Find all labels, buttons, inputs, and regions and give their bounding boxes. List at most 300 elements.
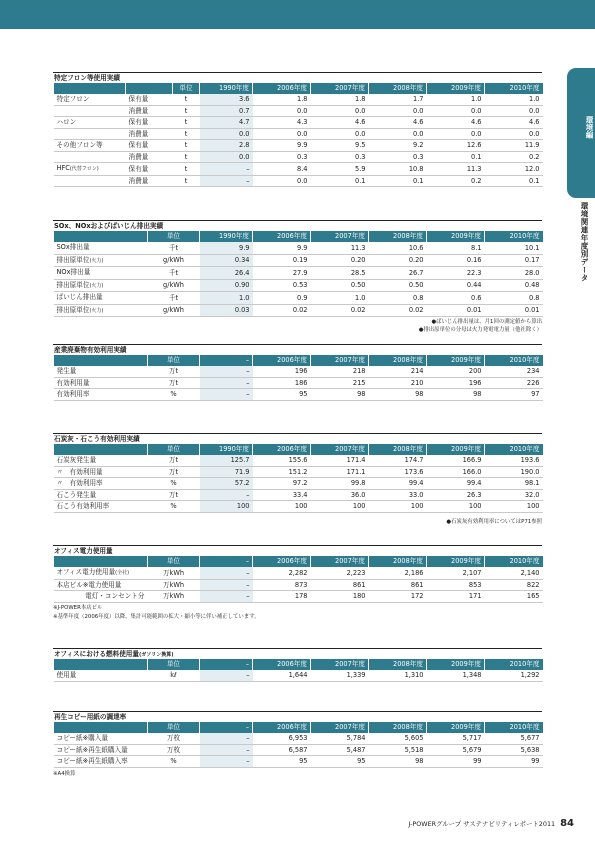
office-power-title: オフィス電力使用量	[53, 545, 542, 556]
table-cell: 保有量	[126, 140, 173, 152]
table-cell: 22.3	[427, 267, 485, 280]
table-cell	[54, 128, 126, 140]
table-cell: 有効利用率	[54, 389, 148, 401]
table-cell: 97	[485, 389, 543, 401]
table-cell: 0.3	[253, 151, 311, 163]
table-cell: 226	[485, 377, 543, 389]
column-header: 2007年度	[311, 355, 369, 366]
footer-report-title: J-POWERグループ サステナビリティレポート2011	[408, 820, 556, 828]
row-label	[54, 567, 148, 579]
table-cell: 0.0	[253, 175, 311, 187]
column-header: 2010年度	[485, 659, 543, 670]
row-label	[54, 591, 148, 603]
table-cell: 33.0	[369, 489, 427, 501]
table-cell: 0.50	[311, 279, 369, 292]
table-cell: 0.0	[311, 105, 369, 117]
column-header: 2009年度	[427, 556, 485, 567]
column-header: 2010年度	[485, 231, 543, 242]
table-cell: 0.0	[369, 105, 427, 117]
table-cell: 200	[427, 366, 485, 377]
top-banner	[0, 0, 595, 29]
table-cell: 石こう発生量	[54, 489, 148, 501]
fuel-title-suffix: (ガソリン換算)	[139, 652, 174, 658]
row-label	[54, 267, 148, 280]
column-header: 2006年度	[253, 83, 311, 94]
column-header: 2009年度	[427, 722, 485, 733]
table-cell: 1.0	[427, 94, 485, 105]
column-header: –	[200, 556, 253, 567]
column-header: 2008年度	[369, 722, 427, 733]
table-cell: 5,605	[369, 733, 427, 744]
table-cell: %	[148, 478, 200, 490]
row-label-note: (全社)	[115, 570, 130, 576]
table-cell: 10.6	[369, 242, 427, 254]
table-row	[54, 117, 543, 129]
table-cell: 71.9	[200, 466, 253, 478]
table-row	[54, 670, 543, 681]
table-cell: 100	[369, 501, 427, 513]
table-cell: 99	[485, 756, 543, 768]
table-cell: 〃 有効利用量	[54, 466, 148, 478]
table-cell: 5,717	[427, 733, 485, 744]
office-power-body	[54, 567, 543, 602]
table-cell: 99	[427, 756, 485, 768]
table-cell: ハロン	[54, 117, 126, 129]
column-header: 単位	[148, 231, 200, 242]
table-cell: 196	[253, 366, 311, 377]
table-cell: 5,638	[485, 744, 543, 756]
table-cell: 0.01	[485, 304, 543, 317]
table-cell: コピー紙※購入量	[54, 733, 148, 744]
table-cell: 3.6	[200, 94, 253, 105]
fuel-body	[54, 670, 543, 681]
table-cell: 保有量	[126, 94, 173, 105]
table-row	[54, 389, 543, 401]
table-cell: 0.16	[427, 254, 485, 267]
column-header: 2007年度	[311, 659, 369, 670]
table-cell: 発生量	[54, 366, 148, 377]
column-header: –	[200, 722, 253, 733]
column-header: 2010年度	[485, 722, 543, 733]
table-cell: 消費量	[126, 128, 173, 140]
waste-header-row	[54, 355, 543, 366]
paper-table	[53, 722, 543, 768]
table-cell: 万t	[148, 377, 200, 389]
table-cell: 0.50	[369, 279, 427, 292]
column-header: 2009年度	[427, 444, 485, 455]
table-cell: 822	[485, 579, 543, 591]
section-tab-environment[interactable]	[567, 68, 595, 198]
table-cell: t	[173, 117, 200, 129]
table-cell: 5,487	[311, 744, 369, 756]
ash-header-row	[54, 444, 543, 455]
table-cell: 石こう有効利用率	[54, 501, 148, 513]
table-cell: 97.2	[253, 478, 311, 490]
fuel-title	[53, 648, 542, 659]
table-cell: 10.8	[369, 163, 427, 176]
table-cell: 36.0	[311, 489, 369, 501]
freon-title: 特定フロン等使用実績	[53, 72, 542, 83]
table-cell: 4.6	[485, 117, 543, 129]
table-cell: 99.4	[427, 478, 485, 490]
table-cell: 万t	[148, 366, 200, 377]
ash-title: 石炭灰・石こう有効利用実績	[53, 433, 542, 444]
row-label	[54, 279, 148, 292]
table-cell: 26.4	[200, 267, 253, 280]
column-header: 2007年度	[311, 83, 369, 94]
table-cell: 193.6	[485, 455, 543, 466]
table-cell: –	[200, 579, 253, 591]
table-cell: 10.1	[485, 242, 543, 254]
table-cell: 8.4	[253, 163, 311, 176]
table-cell: 万枚	[148, 733, 200, 744]
table-row	[54, 478, 543, 490]
table-cell: 消費量	[126, 105, 173, 117]
table-cell: 0.20	[369, 254, 427, 267]
table-cell: 873	[253, 579, 311, 591]
column-header: 1990年度	[200, 231, 253, 242]
table-cell: 0.3	[369, 151, 427, 163]
ash-body	[54, 455, 543, 512]
table-row	[54, 591, 543, 603]
column-header	[54, 83, 126, 94]
row-label-note: 電灯・コンセント分	[85, 592, 145, 600]
fuel-header-row	[54, 659, 543, 670]
table-cell: 174.7	[369, 455, 427, 466]
table-cell: 0.44	[427, 279, 485, 292]
table-cell: 861	[369, 579, 427, 591]
table-cell: 9.2	[369, 140, 427, 152]
table-cell: 0.2	[427, 175, 485, 187]
paper-section	[53, 711, 542, 768]
table-cell: 万kWh	[148, 579, 200, 591]
table-cell: 0.8	[369, 292, 427, 305]
office-power-header-row	[54, 556, 543, 567]
column-header	[54, 231, 148, 242]
column-header	[54, 355, 148, 366]
table-cell: 180	[311, 591, 369, 603]
table-cell: 保有量	[126, 117, 173, 129]
table-row	[54, 304, 543, 317]
column-header: 2007年度	[311, 722, 369, 733]
table-cell: 千t	[148, 292, 200, 305]
table-row	[54, 151, 543, 163]
table-cell: 12.0	[485, 163, 543, 176]
column-header: 2008年度	[369, 231, 427, 242]
table-cell: 0.0	[311, 128, 369, 140]
column-header: 1990年度	[200, 83, 253, 94]
column-header: –	[200, 355, 253, 366]
table-cell: 0.6	[427, 292, 485, 305]
table-row	[54, 366, 543, 377]
table-cell: –	[200, 756, 253, 768]
table-cell: 5,679	[427, 744, 485, 756]
table-row	[54, 279, 543, 292]
table-cell: 0.1	[311, 175, 369, 187]
row-label-note: (火力)	[89, 282, 104, 289]
row-label	[54, 579, 148, 591]
table-cell: t	[173, 175, 200, 187]
page-footer	[408, 818, 574, 829]
sox-section	[53, 220, 542, 317]
table-cell: –	[200, 567, 253, 579]
table-cell: 0.0	[253, 128, 311, 140]
table-row	[54, 254, 543, 267]
sox-body	[54, 242, 543, 317]
table-row	[54, 292, 543, 305]
table-cell: 石炭灰発生量	[54, 455, 148, 466]
column-header: 2009年度	[427, 659, 485, 670]
column-header: 2007年度	[311, 231, 369, 242]
row-label-text: 排出原単位	[56, 255, 90, 264]
table-cell: –	[200, 733, 253, 744]
table-cell: 100	[427, 501, 485, 513]
table-row	[54, 567, 543, 579]
table-cell	[54, 163, 126, 176]
table-cell	[54, 105, 126, 117]
table-cell: 1,310	[369, 670, 427, 681]
table-cell: t	[173, 151, 200, 163]
waste-section	[53, 344, 542, 401]
table-cell: g/kWh	[148, 304, 200, 317]
table-cell: 27.9	[253, 267, 311, 280]
table-cell: g/kWh	[148, 279, 200, 292]
table-cell: 172	[369, 591, 427, 603]
table-cell: 11.3	[427, 163, 485, 176]
column-header: 2007年度	[311, 444, 369, 455]
table-cell: –	[200, 163, 253, 176]
table-cell: 0.19	[253, 254, 311, 267]
table-cell: 98	[369, 756, 427, 768]
office-power-table	[53, 556, 543, 603]
table-cell: 26.3	[427, 489, 485, 501]
table-row	[54, 756, 543, 768]
table-cell: 12.6	[427, 140, 485, 152]
sox-note-1: ●ばいじん排出量は、月1回の測定値から算出	[431, 319, 542, 325]
table-cell: 100	[311, 501, 369, 513]
column-header: 2010年度	[485, 355, 543, 366]
column-header	[54, 659, 148, 670]
table-cell: 99.8	[311, 478, 369, 490]
table-cell: 234	[485, 366, 543, 377]
paper-header-row	[54, 722, 543, 733]
table-cell: 0.0	[485, 128, 543, 140]
paper-note: ※A4換算	[53, 771, 76, 777]
table-cell: 万t	[148, 489, 200, 501]
table-cell: 1,348	[427, 670, 485, 681]
freon-section	[53, 72, 542, 187]
table-cell: 1,292	[485, 670, 543, 681]
table-cell: コピー紙※再生紙購入量	[54, 744, 148, 756]
row-label-text: 本店ビル	[56, 580, 83, 589]
office-power-note-1: ※J-POWER本店ビル	[53, 605, 103, 611]
table-cell: t	[173, 128, 200, 140]
table-cell: 99.4	[369, 478, 427, 490]
column-header: 2008年度	[369, 659, 427, 670]
table-cell: 98.1	[485, 478, 543, 490]
table-cell: 196	[427, 377, 485, 389]
table-cell: 95	[311, 756, 369, 768]
table-cell: 0.9	[253, 292, 311, 305]
row-label-text: HFC	[56, 164, 70, 172]
table-cell: 95	[253, 756, 311, 768]
row-label-text: オフィス電力使用量	[56, 568, 116, 576]
ash-section	[53, 433, 542, 513]
table-cell: 9.5	[311, 140, 369, 152]
table-cell: 155.6	[253, 455, 311, 466]
table-cell: 210	[369, 377, 427, 389]
table-cell: –	[200, 377, 253, 389]
table-cell: 2.8	[200, 140, 253, 152]
table-cell: –	[200, 591, 253, 603]
column-header: 単位	[148, 722, 200, 733]
table-cell: 0.53	[253, 279, 311, 292]
column-header: 2009年度	[427, 83, 485, 94]
table-row	[54, 105, 543, 117]
table-cell: 190.0	[485, 466, 543, 478]
column-header: 2006年度	[253, 556, 311, 567]
column-header	[54, 556, 148, 567]
table-cell	[54, 175, 126, 187]
table-cell: –	[200, 389, 253, 401]
table-cell: 95	[253, 389, 311, 401]
table-row	[54, 455, 543, 466]
row-label	[54, 304, 148, 317]
table-cell: 0.1	[427, 151, 485, 163]
table-cell: 1.8	[253, 94, 311, 105]
table-cell: 171.1	[311, 466, 369, 478]
table-cell: 0.0	[485, 105, 543, 117]
column-header: 2008年度	[369, 355, 427, 366]
row-label-text: 排出原単位	[56, 280, 90, 289]
column-header: 2006年度	[253, 355, 311, 366]
table-cell: 11.3	[311, 242, 369, 254]
table-cell: 4.3	[253, 117, 311, 129]
table-row	[54, 744, 543, 756]
table-cell: 使用量	[54, 670, 148, 681]
fuel-table	[53, 659, 543, 682]
table-cell: 98	[311, 389, 369, 401]
table-cell: 0.0	[200, 151, 253, 163]
table-cell: 特定フロン	[54, 94, 126, 105]
table-row	[54, 267, 543, 280]
row-label-text: SOx排出量	[56, 243, 90, 251]
ash-table	[53, 444, 543, 513]
table-cell: 万t	[148, 466, 200, 478]
column-header: 2009年度	[427, 355, 485, 366]
table-cell: 214	[369, 366, 427, 377]
column-header: 2010年度	[485, 83, 543, 94]
waste-title: 産業廃棄物有効利用実績	[53, 344, 542, 355]
table-row	[54, 94, 543, 105]
table-cell: 173.6	[369, 466, 427, 478]
column-header: 2006年度	[253, 231, 311, 242]
row-label-note: (火力)	[89, 257, 104, 264]
table-cell: 1.0	[200, 292, 253, 305]
table-cell: 2,107	[427, 567, 485, 579]
table-cell: g/kWh	[148, 254, 200, 267]
table-cell: 0.34	[200, 254, 253, 267]
table-cell: 8.1	[427, 242, 485, 254]
table-cell: 98	[369, 389, 427, 401]
table-row	[54, 733, 543, 744]
table-cell: 0.2	[485, 151, 543, 163]
column-header: 2006年度	[253, 722, 311, 733]
table-cell	[54, 151, 126, 163]
table-cell: 11.9	[485, 140, 543, 152]
table-cell: 178	[253, 591, 311, 603]
table-row	[54, 501, 543, 513]
column-header: 2009年度	[427, 231, 485, 242]
table-cell: 有効利用量	[54, 377, 148, 389]
table-cell: –	[200, 366, 253, 377]
table-cell: 5,784	[311, 733, 369, 744]
table-cell: 0.0	[253, 105, 311, 117]
table-cell: 0.02	[369, 304, 427, 317]
column-header: 単位	[148, 659, 200, 670]
table-cell: 166.9	[427, 455, 485, 466]
table-cell: 1,339	[311, 670, 369, 681]
row-label-note: (火力)	[89, 307, 104, 314]
table-cell: 6,587	[253, 744, 311, 756]
column-header: 2006年度	[253, 659, 311, 670]
table-cell: 万kWh	[148, 567, 200, 579]
table-row	[54, 163, 543, 176]
column-header: 2008年度	[369, 556, 427, 567]
column-header: 単位	[148, 444, 200, 455]
table-cell: 32.0	[485, 489, 543, 501]
table-cell: 100	[200, 501, 253, 513]
freon-table	[53, 83, 543, 187]
table-cell: 5,518	[369, 744, 427, 756]
table-cell: 0.3	[311, 151, 369, 163]
table-cell: 1.8	[311, 94, 369, 105]
table-cell: %	[148, 756, 200, 768]
column-header: 単位	[173, 83, 200, 94]
waste-body	[54, 366, 543, 400]
table-cell: %	[148, 389, 200, 401]
table-cell: 4.6	[369, 117, 427, 129]
office-power-note-2: ※基準年度（2006年度）以降、集計可能範囲の拡大・縮小等に伴い補正しています。	[53, 614, 260, 620]
table-row	[54, 377, 543, 389]
table-cell: 0.02	[253, 304, 311, 317]
paper-title: 再生コピー用紙の調達率	[53, 711, 542, 722]
table-cell: –	[200, 670, 253, 681]
table-cell: 0.0	[427, 105, 485, 117]
column-header: 2008年度	[369, 444, 427, 455]
table-cell: 消費量	[126, 175, 173, 187]
table-cell: t	[173, 105, 200, 117]
table-cell: 57.2	[200, 478, 253, 490]
table-cell: 2,282	[253, 567, 311, 579]
row-label	[54, 242, 148, 254]
table-cell: 28.0	[485, 267, 543, 280]
table-cell: kℓ	[148, 670, 200, 681]
table-cell: 0.8	[485, 292, 543, 305]
paper-body	[54, 733, 543, 767]
page-number: 84	[560, 818, 574, 829]
column-header: 2007年度	[311, 556, 369, 567]
table-cell: 2,223	[311, 567, 369, 579]
table-cell: t	[173, 94, 200, 105]
column-header: 2006年度	[253, 444, 311, 455]
table-cell: –	[200, 489, 253, 501]
table-cell: 1.0	[485, 94, 543, 105]
table-cell: 0.01	[427, 304, 485, 317]
table-row	[54, 175, 543, 187]
table-cell: 215	[311, 377, 369, 389]
sox-header-row	[54, 231, 543, 242]
